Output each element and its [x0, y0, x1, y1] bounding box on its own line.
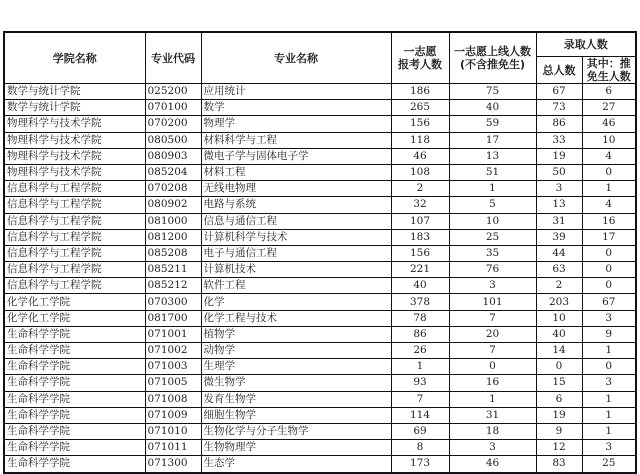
cell-major: 无线电物理 [201, 181, 391, 197]
cell-code: 070208 [145, 181, 201, 197]
cell-exempt: 10 [582, 132, 636, 148]
cell-admitted-total: 44 [536, 245, 582, 261]
cell-code: 070200 [145, 116, 201, 132]
cell-code: 071002 [145, 343, 201, 359]
cell-exempt: 4 [582, 197, 636, 213]
cell-college: 生命科学学院 [4, 343, 145, 359]
cell-applicants: 114 [391, 407, 449, 423]
cell-major: 材料工程 [201, 164, 391, 180]
cell-admitted-total: 86 [536, 116, 582, 132]
cell-exempt: 0 [582, 262, 636, 278]
cell-exempt: 0 [582, 164, 636, 180]
cell-qualified: 75 [449, 84, 536, 100]
cell-major: 应用统计 [201, 84, 391, 100]
table-row [4, 391, 636, 407]
cell-code: 071011 [145, 440, 201, 456]
cell-code: 071010 [145, 423, 201, 439]
table-row [4, 375, 636, 391]
header-applicants [391, 32, 449, 84]
cell-applicants: 86 [391, 326, 449, 342]
cell-college: 生命科学学院 [4, 391, 145, 407]
cell-college: 生命科学学院 [4, 326, 145, 342]
cell-applicants: 26 [391, 343, 449, 359]
cell-code: 071300 [145, 456, 201, 473]
header-admitted: 录取人数 [536, 32, 636, 57]
table-row [4, 407, 636, 423]
cell-college: 信息科学与工程学院 [4, 213, 145, 229]
cell-exempt: 9 [582, 326, 636, 342]
cell-applicants: 8 [391, 440, 449, 456]
cell-major: 物理学 [201, 116, 391, 132]
cell-applicants: 32 [391, 197, 449, 213]
cell-admitted-total: 19 [536, 407, 582, 423]
cell-admitted-total: 9 [536, 423, 582, 439]
cell-admitted-total: 15 [536, 375, 582, 391]
cell-college: 信息科学与工程学院 [4, 262, 145, 278]
cell-college: 物理科学与技术学院 [4, 116, 145, 132]
cell-applicants: 265 [391, 100, 449, 116]
cell-applicants: 173 [391, 456, 449, 473]
cell-college: 信息科学与工程学院 [4, 197, 145, 213]
cell-qualified: 7 [449, 310, 536, 326]
cell-exempt: 1 [582, 407, 636, 423]
header-qualified [449, 32, 536, 84]
cell-major: 生理学 [201, 359, 391, 375]
cell-admitted-total: 6 [536, 391, 582, 407]
cell-applicants: 46 [391, 148, 449, 164]
cell-major: 生物化学与分子生物学 [201, 423, 391, 439]
cell-college: 物理科学与技术学院 [4, 164, 145, 180]
cell-qualified: 5 [449, 197, 536, 213]
cell-code: 071009 [145, 407, 201, 423]
cell-admitted-total: 12 [536, 440, 582, 456]
cell-admitted-total: 3 [536, 181, 582, 197]
cell-applicants: 2 [391, 181, 449, 197]
cell-exempt: 0 [582, 278, 636, 294]
cell-exempt: 4 [582, 148, 636, 164]
cell-college: 信息科学与工程学院 [4, 245, 145, 261]
table-row [4, 456, 636, 473]
table-row [4, 278, 636, 294]
cell-college: 信息科学与工程学院 [4, 229, 145, 245]
cell-applicants: 183 [391, 229, 449, 245]
cell-major: 化学 [201, 294, 391, 310]
cell-admitted-total: 40 [536, 326, 582, 342]
cell-code: 071001 [145, 326, 201, 342]
header-exempt-line2: 免生人数 [586, 70, 631, 83]
cell-major: 细胞生物学 [201, 407, 391, 423]
table-row [4, 84, 636, 100]
cell-code: 085212 [145, 278, 201, 294]
cell-code: 071003 [145, 359, 201, 375]
cell-major: 数学 [201, 100, 391, 116]
cell-qualified: 40 [449, 100, 536, 116]
table-row [4, 310, 636, 326]
cell-college: 数学与统计学院 [4, 100, 145, 116]
cell-exempt: 3 [582, 375, 636, 391]
header-major: 专业名称 [201, 32, 391, 84]
cell-major: 植物学 [201, 326, 391, 342]
cell-exempt: 3 [582, 310, 636, 326]
cell-code: 085204 [145, 164, 201, 180]
cell-exempt: 46 [582, 116, 636, 132]
cell-admitted-total: 31 [536, 213, 582, 229]
cell-code: 080500 [145, 132, 201, 148]
header-qualified-line2: (不含推免生) [459, 58, 526, 71]
cell-admitted-total: 33 [536, 132, 582, 148]
cell-admitted-total: 63 [536, 262, 582, 278]
cell-admitted-total: 83 [536, 456, 582, 473]
cell-applicants: 78 [391, 310, 449, 326]
cell-major: 计算机科学与技术 [201, 229, 391, 245]
cell-admitted-total: 19 [536, 148, 582, 164]
cell-code: 025200 [145, 84, 201, 100]
table-row [4, 116, 636, 132]
cell-applicants: 156 [391, 116, 449, 132]
cell-qualified: 1 [449, 391, 536, 407]
cell-code: 080903 [145, 148, 201, 164]
table-body [4, 84, 636, 473]
cell-applicants: 40 [391, 278, 449, 294]
header-applicants-line2: 报考人数 [398, 58, 442, 71]
cell-college: 生命科学学院 [4, 440, 145, 456]
cell-qualified: 16 [449, 375, 536, 391]
cell-qualified: 76 [449, 262, 536, 278]
cell-applicants: 186 [391, 84, 449, 100]
cell-major: 软件工程 [201, 278, 391, 294]
cell-exempt: 17 [582, 229, 636, 245]
admissions-table [3, 31, 637, 474]
table-row [4, 229, 636, 245]
cell-admitted-total: 203 [536, 294, 582, 310]
cell-college: 物理科学与技术学院 [4, 148, 145, 164]
cell-exempt: 1 [582, 181, 636, 197]
cell-major: 信息与通信工程 [201, 213, 391, 229]
cell-college: 化学化工学院 [4, 294, 145, 310]
table-row [4, 326, 636, 342]
cell-admitted-total: 73 [536, 100, 582, 116]
cell-qualified: 17 [449, 132, 536, 148]
table-row [4, 197, 636, 213]
cell-exempt: 25 [582, 456, 636, 473]
cell-college: 生命科学学院 [4, 359, 145, 375]
cell-major: 微生物学 [201, 375, 391, 391]
table-row [4, 148, 636, 164]
cell-qualified: 20 [449, 326, 536, 342]
cell-admitted-total: 2 [536, 278, 582, 294]
cell-college: 生命科学学院 [4, 375, 145, 391]
table-row [4, 181, 636, 197]
cell-exempt: 16 [582, 213, 636, 229]
cell-exempt: 3 [582, 440, 636, 456]
cell-code: 080902 [145, 197, 201, 213]
table-row [4, 294, 636, 310]
cell-qualified: 31 [449, 407, 536, 423]
cell-code: 085208 [145, 245, 201, 261]
cell-admitted-total: 39 [536, 229, 582, 245]
cell-exempt: 27 [582, 100, 636, 116]
cell-code: 070300 [145, 294, 201, 310]
cell-admitted-total: 50 [536, 164, 582, 180]
cell-college: 数学与统计学院 [4, 84, 145, 100]
cell-major: 电子与通信工程 [201, 245, 391, 261]
cell-applicants: 7 [391, 391, 449, 407]
cell-major: 生态学 [201, 456, 391, 473]
cell-college: 信息科学与工程学院 [4, 278, 145, 294]
cell-applicants: 378 [391, 294, 449, 310]
cell-admitted-total: 67 [536, 84, 582, 100]
cell-applicants: 1 [391, 359, 449, 375]
cell-major: 生物物理学 [201, 440, 391, 456]
cell-code: 081200 [145, 229, 201, 245]
cell-admitted-total: 0 [536, 359, 582, 375]
cell-admitted-total: 13 [536, 197, 582, 213]
cell-major: 计算机技术 [201, 262, 391, 278]
cell-college: 生命科学学院 [4, 407, 145, 423]
table-row [4, 359, 636, 375]
table-row [4, 440, 636, 456]
cell-qualified: 13 [449, 148, 536, 164]
cell-code: 081000 [145, 213, 201, 229]
cell-exempt: 0 [582, 359, 636, 375]
table-row [4, 100, 636, 116]
cell-code: 085211 [145, 262, 201, 278]
header-code: 专业代码 [145, 32, 201, 84]
cell-qualified: 10 [449, 213, 536, 229]
table-row [4, 245, 636, 261]
table-row [4, 423, 636, 439]
cell-applicants: 221 [391, 262, 449, 278]
cell-qualified: 18 [449, 423, 536, 439]
cell-applicants: 118 [391, 132, 449, 148]
cell-applicants: 108 [391, 164, 449, 180]
cell-college: 物理科学与技术学院 [4, 132, 145, 148]
cell-exempt: 1 [582, 343, 636, 359]
table-row [4, 164, 636, 180]
cell-qualified: 3 [449, 440, 536, 456]
cell-qualified: 59 [449, 116, 536, 132]
cell-qualified: 0 [449, 359, 536, 375]
cell-major: 动物学 [201, 343, 391, 359]
cell-college: 化学化工学院 [4, 310, 145, 326]
table-row [4, 262, 636, 278]
cell-qualified: 46 [449, 456, 536, 473]
cell-major: 发育生物学 [201, 391, 391, 407]
header-qualified-line1: 一志愿上线人数 [454, 45, 531, 58]
cell-major: 材料科学与工程 [201, 132, 391, 148]
cell-qualified: 51 [449, 164, 536, 180]
cell-exempt: 67 [582, 294, 636, 310]
cell-applicants: 69 [391, 423, 449, 439]
table-row [4, 213, 636, 229]
table-row [4, 343, 636, 359]
cell-major: 微电子学与固体电子学 [201, 148, 391, 164]
cell-admitted-total: 10 [536, 310, 582, 326]
cell-college: 生命科学学院 [4, 423, 145, 439]
cell-code: 071005 [145, 375, 201, 391]
table-row [4, 132, 636, 148]
cell-qualified: 35 [449, 245, 536, 261]
cell-exempt: 1 [582, 423, 636, 439]
cell-college: 信息科学与工程学院 [4, 181, 145, 197]
cell-exempt: 1 [582, 391, 636, 407]
header-applicants-line1: 一志愿 [403, 45, 437, 58]
cell-college: 生命科学学院 [4, 456, 145, 473]
cell-admitted-total: 14 [536, 343, 582, 359]
header-exempt-line1: 其中：推 [586, 57, 631, 70]
cell-qualified: 1 [449, 181, 536, 197]
cell-major: 化学工程与技术 [201, 310, 391, 326]
header-exempt [582, 57, 636, 84]
cell-exempt: 6 [582, 84, 636, 100]
cell-exempt: 0 [582, 245, 636, 261]
cell-qualified: 101 [449, 294, 536, 310]
cell-qualified: 7 [449, 343, 536, 359]
cell-major: 电路与系统 [201, 197, 391, 213]
cell-applicants: 93 [391, 375, 449, 391]
cell-qualified: 25 [449, 229, 536, 245]
header-admitted-total: 总人数 [536, 57, 582, 84]
cell-code: 070100 [145, 100, 201, 116]
cell-applicants: 156 [391, 245, 449, 261]
cell-code: 071008 [145, 391, 201, 407]
header-college: 学院名称 [4, 32, 145, 84]
cell-code: 081700 [145, 310, 201, 326]
cell-qualified: 3 [449, 278, 536, 294]
cell-applicants: 107 [391, 213, 449, 229]
